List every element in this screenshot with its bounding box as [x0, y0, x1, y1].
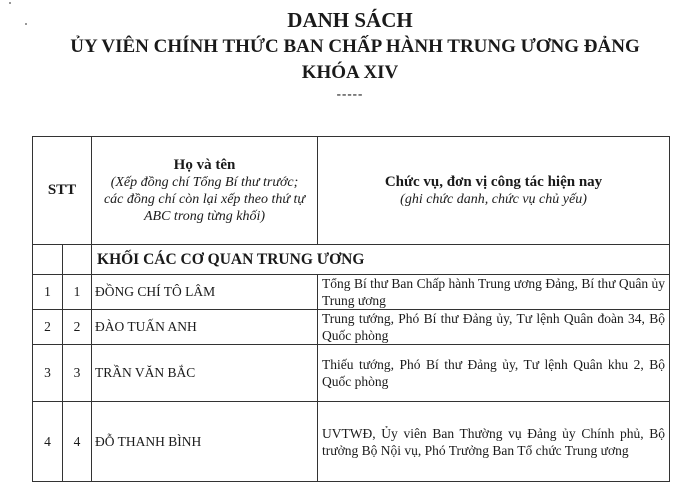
section-row	[33, 245, 670, 275]
stt-cell: 1	[33, 275, 63, 310]
header-name-title: Họ và tên	[173, 156, 236, 173]
header-name-note: (Xếp đồng chí Tổng Bí thư trước;	[110, 174, 299, 190]
stt-block-cell: 4	[63, 402, 92, 482]
members-table	[32, 136, 670, 482]
empty-cell	[33, 245, 63, 275]
table-row	[33, 310, 670, 345]
role-cell: Trung tướng, Phó Bí thư Đảng ủy, Tư lệnh Quân đoàn 34, Bộ Quốc phòng	[318, 310, 670, 345]
header-stt: STT	[33, 137, 92, 245]
table-row	[33, 275, 670, 310]
stt-cell: 2	[33, 310, 63, 345]
role-cell: UVTWĐ, Ủy viên Ban Thường vụ Đảng ủy Chính phủ, Bộ trưởng Bộ Nội vụ, Phó Trưởng Ban Tổ chức Trung ương	[318, 402, 670, 482]
name-cell: TRẦN VĂN BẮC	[92, 345, 318, 402]
table-header-row	[33, 137, 670, 245]
name-cell: ĐÀO TUẤN ANH	[92, 310, 318, 345]
scan-speck	[9, 2, 11, 4]
name-cell: ĐỖ THANH BÌNH	[92, 402, 318, 482]
document-title: DANH SÁCH	[287, 8, 413, 32]
header-name	[92, 137, 318, 245]
stt-block-cell: 2	[63, 310, 92, 345]
name-cell: ĐỒNG CHÍ TÔ LÂM	[92, 275, 318, 310]
header-role-note: (ghi chức danh, chức vụ chủ yếu)	[400, 191, 587, 207]
stt-cell: 3	[33, 345, 63, 402]
title-separator: -----	[336, 86, 364, 101]
header-name-note: các đồng chí còn lại xếp theo thứ tự	[103, 191, 306, 207]
header-name-note: ABC trong từng khối)	[143, 208, 266, 224]
stt-block-cell: 1	[63, 275, 92, 310]
empty-cell	[63, 245, 92, 275]
role-cell: Tổng Bí thư Ban Chấp hành Trung ương Đảng, Bí thư Quân ủy Trung ương	[318, 275, 670, 310]
document-term: KHÓA XIV	[301, 62, 399, 83]
document-subtitle: ỦY VIÊN CHÍNH THỨC BAN CHẤP HÀNH TRUNG ƯƠNG ĐẢNG	[70, 36, 640, 57]
header-role	[318, 137, 670, 245]
table-row	[33, 402, 670, 482]
header-role-title: Chức vụ, đơn vị công tác hiện nay	[384, 173, 603, 190]
stt-block-cell: 3	[63, 345, 92, 402]
stt-cell: 4	[33, 402, 63, 482]
section-label: KHỐI CÁC CƠ QUAN TRUNG ƯƠNG	[92, 245, 670, 275]
table-row	[33, 345, 670, 402]
role-cell: Thiếu tướng, Phó Bí thư Đảng ủy, Tư lệnh Quân khu 2, Bộ Quốc phòng	[318, 345, 670, 402]
